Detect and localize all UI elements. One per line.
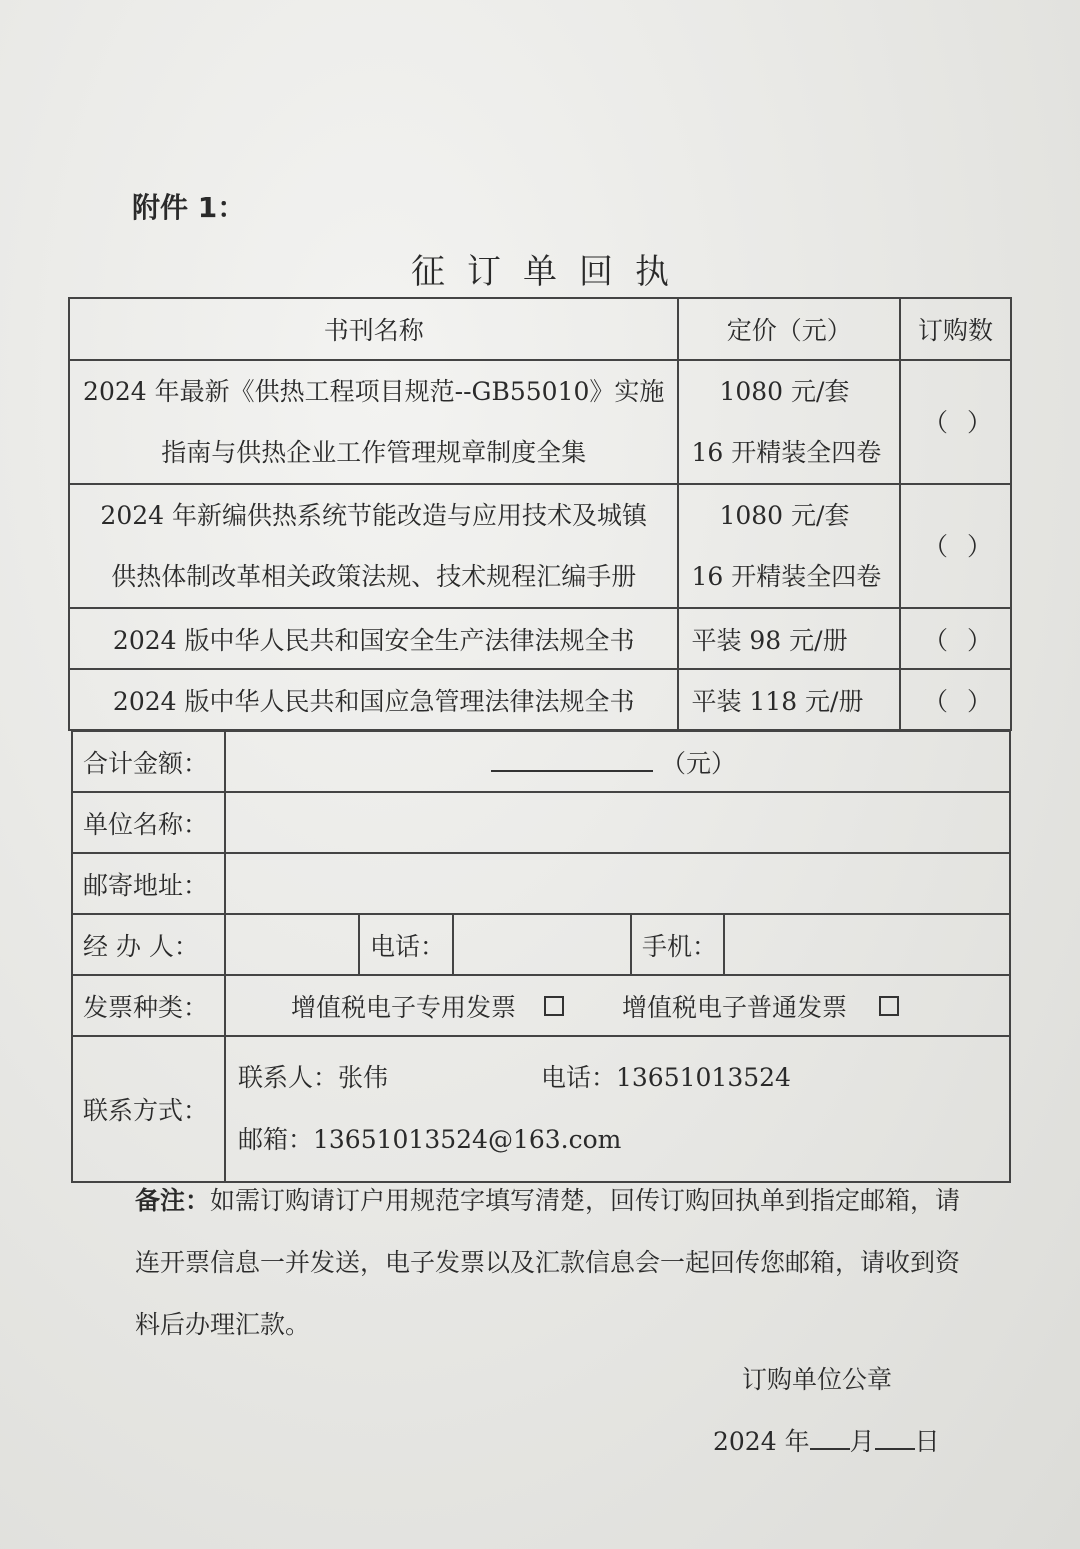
phone-field[interactable] [453,914,631,975]
book-price: 平装 118 元/册 [678,669,900,730]
remarks [135,1170,965,1356]
table-row [69,484,1011,608]
remarks-text: 如需订购请订户用规范字填写清楚，回传订购回执单到指定邮箱，请连开票信息一并发送，电子发票以及汇款信息会一起回传您邮箱，请收到资料后办理汇款。 [135,1186,961,1339]
quantity-input[interactable]: （ ） [900,669,1011,730]
address-field[interactable] [225,853,1010,914]
unit-name-field[interactable] [225,792,1010,853]
book-price: 平装 98 元/册 [678,608,900,669]
header-price: 定价（元） [678,298,900,360]
book-price: 1080 元/套 16 开精装全四卷 [678,484,900,608]
contact-phone: 电话：13651013524 [541,1063,791,1092]
address-label: 邮寄地址： [72,853,225,914]
quantity-input[interactable]: （ ） [900,484,1011,608]
contact-email: 邮箱：13651013524@163.com [238,1125,622,1154]
book-name: 2024 版中华人民共和国安全生产法律法规全书 [69,608,678,669]
book-name: 2024 年新编供热系统节能改造与应用技术及城镇 供热体制改革相关政策法规、技术规程汇编手册 [69,484,678,608]
invoice-normal-checkbox[interactable] [879,996,899,1016]
signature-date: 2024 年 月 日 [713,1427,940,1456]
header-quantity: 订购数 [900,298,1011,360]
total-amount-blank[interactable] [491,746,653,772]
quantity-input[interactable]: （ ） [900,608,1011,669]
mobile-label: 手机： [631,914,724,975]
phone-label: 电话： [359,914,453,975]
remarks-label: 备注： [135,1186,211,1215]
contact-details [225,1036,1010,1182]
day-blank[interactable] [875,1426,915,1450]
table-row [69,360,1011,484]
header-title: 书刊名称 [69,298,678,360]
contact-person: 联系人：张伟 [238,1063,389,1092]
handler-label: 经 办 人： [72,914,225,975]
total-label: 合计金额： [72,731,225,792]
table-row [69,608,1011,669]
book-price: 1080 元/套 16 开精装全四卷 [678,360,900,484]
month-blank[interactable] [810,1426,850,1450]
invoice-type-options [225,975,1010,1036]
invoice-type-label: 发票种类： [72,975,225,1036]
total-unit: （元） [660,748,736,778]
book-name: 2024 版中华人民共和国应急管理法律法规全书 [69,669,678,730]
handler-field[interactable] [225,914,359,975]
invoice-option-normal: 增值税电子普通发票 [622,992,848,1022]
total-amount-field[interactable] [225,731,1010,792]
contact-label: 联系方式： [72,1036,225,1182]
unit-name-label: 单位名称： [72,792,225,853]
invoice-option-special: 增值税电子专用发票 [291,992,517,1022]
annex-label: 附件 1： [132,191,246,224]
order-info-table [71,730,1011,1183]
seal-label: 订购单位公章 [742,1365,893,1394]
table-header-row [69,298,1011,360]
table-row [69,669,1011,730]
invoice-special-checkbox[interactable] [544,996,564,1016]
order-items-table [68,297,1012,731]
form-title: 征订单回执 [411,252,691,292]
book-name: 2024 年最新《供热工程项目规范--GB55010》实施 指南与供热企业工作管理规章制度全集 [69,360,678,484]
mobile-field[interactable] [724,914,1010,975]
quantity-input[interactable]: （ ） [900,360,1011,484]
